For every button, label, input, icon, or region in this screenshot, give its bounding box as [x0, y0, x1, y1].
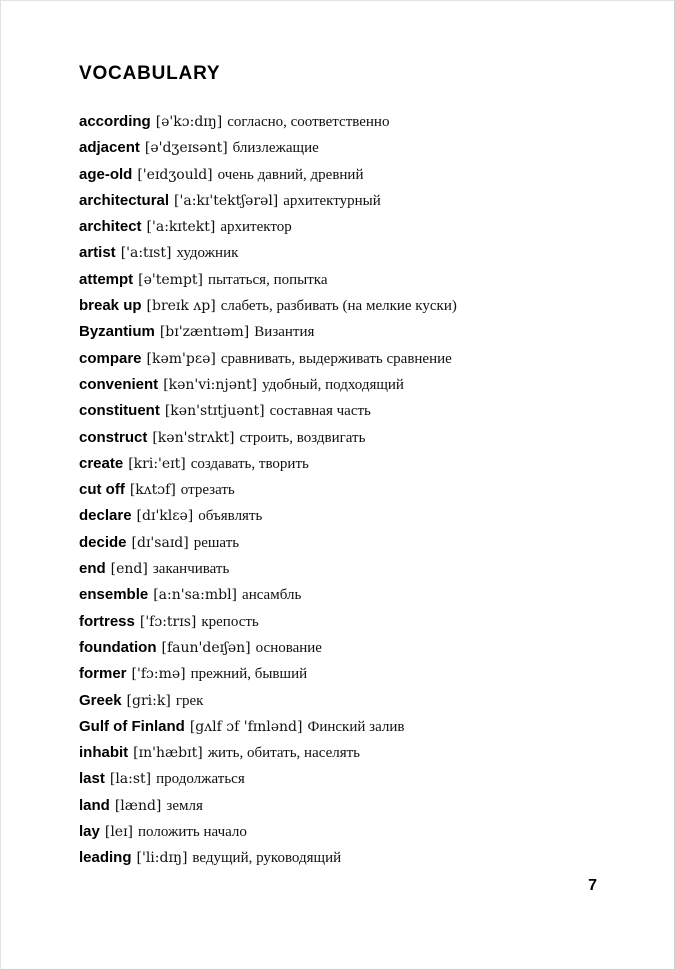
vocabulary-entry [79, 319, 597, 345]
entry-word: constituent [79, 402, 160, 420]
entry-translation: сравнивать, выдерживать сравнение [220, 350, 452, 367]
entry-word: according [79, 113, 151, 130]
entry-word: Gulf of Finland [79, 717, 185, 735]
entry-transcription: ['a:kɪtekt] [146, 219, 216, 236]
entry-transcription: [kri:'eɪt] [128, 455, 186, 472]
entry-word: last [79, 770, 105, 788]
entry-word: land [79, 796, 110, 814]
entry-word: adjacent [79, 139, 140, 157]
entry-translation: ансамбль [242, 587, 302, 604]
entry-word: construct [79, 428, 148, 446]
entry-word: inhabit [79, 744, 129, 762]
entry-word: leading [79, 849, 132, 867]
entry-translation: отрезать [180, 482, 235, 499]
entry-translation: художник [176, 245, 239, 262]
entry-word: former [79, 665, 127, 683]
vocabulary-entry [79, 819, 597, 845]
vocabulary-entry [79, 793, 597, 819]
vocabulary-entry [79, 346, 597, 372]
entry-transcription: [kʌtɔf] [129, 482, 176, 499]
entry-translation: близлежащие [232, 140, 319, 157]
entry-transcription: [dɪ'klɛə] [136, 508, 194, 525]
entry-translation: удобный, подходящий [262, 376, 404, 393]
entry-transcription: [kən'strʌkt] [152, 429, 235, 446]
entry-word: lay [79, 823, 100, 841]
entry-transcription: [breɪk ʌp] [146, 298, 216, 315]
vocabulary-entry [79, 293, 597, 319]
entry-transcription: [a:n'sa:mbl] [153, 587, 238, 604]
entry-word: Greek [79, 691, 122, 709]
vocabulary-entry [79, 556, 597, 582]
vocabulary-entry [79, 845, 597, 871]
entry-translation: объявлять [198, 508, 263, 525]
entry-translation: составная часть [269, 403, 371, 420]
entry-word: end [79, 560, 106, 578]
vocabulary-entry [79, 109, 597, 135]
vocabulary-entry [79, 372, 597, 398]
entry-word: architectural [79, 191, 170, 209]
vocabulary-entry [79, 267, 597, 293]
entry-transcription: ['li:dɪŋ] [136, 850, 188, 867]
entry-translation: архитектор [220, 219, 292, 236]
entry-translation: положить начало [138, 824, 247, 841]
entry-word: fortress [79, 612, 135, 630]
entry-word: declare [79, 507, 132, 525]
entry-word: Byzantium [79, 323, 155, 341]
entry-translation: жить, обитать, населять [207, 745, 361, 762]
entry-transcription: [leɪ] [104, 824, 134, 841]
entry-word: convenient [79, 375, 159, 393]
vocabulary-entry [79, 714, 597, 740]
entry-transcription: [dɪ'saɪd] [131, 534, 189, 551]
entry-word: architect [79, 218, 142, 236]
entry-word: break up [79, 297, 142, 315]
entry-translation: грек [175, 692, 204, 709]
vocabulary-entry [79, 240, 597, 266]
entry-transcription: [ə'dʒeɪsənt] [144, 140, 228, 157]
entry-translation: строить, воздвигать [239, 429, 366, 446]
entry-transcription: ['a:kɪ'tektʃərəl] [174, 192, 279, 209]
entry-word: compare [79, 349, 142, 367]
entry-translation: создавать, творить [190, 455, 309, 472]
entry-word: cut off [79, 481, 125, 499]
entry-transcription: [ə'tempt] [138, 271, 204, 288]
entry-transcription: [kəm'pɛə] [146, 350, 216, 367]
entry-translation: крепость [201, 613, 259, 630]
vocabulary-entry [79, 740, 597, 766]
entry-transcription: ['fɔ:mə] [131, 666, 186, 683]
vocabulary-entry [79, 162, 597, 188]
entry-transcription: [ɪn'hæbɪt] [133, 745, 203, 762]
vocabulary-entry [79, 609, 597, 635]
vocabulary-entry [79, 582, 597, 608]
entry-word: create [79, 454, 124, 472]
entry-translation: основание [255, 639, 322, 656]
vocabulary-entry [79, 214, 597, 240]
entry-word: attempt [79, 270, 134, 288]
vocabulary-entry [79, 188, 597, 214]
entry-translation: прежний, бывший [190, 666, 308, 683]
entry-transcription: [end] [110, 561, 148, 578]
entry-transcription: [bɪ'zæntɪəm] [159, 324, 250, 341]
entry-translation: архитектурный [283, 192, 381, 209]
vocabulary-entry [79, 635, 597, 661]
vocabulary-entry [79, 135, 597, 161]
entry-translation: очень давний, древний [217, 166, 364, 183]
entry-transcription: [gri:k] [126, 692, 171, 709]
vocabulary-entry [79, 688, 597, 714]
vocabulary-entry [79, 425, 597, 451]
entry-transcription: [ə'kɔ:dɪŋ] [155, 114, 223, 130]
entry-word: decide [79, 533, 127, 551]
entry-transcription: [kən'vi:njənt] [163, 376, 258, 393]
vocabulary-entry [79, 661, 597, 687]
page-number: 7 [588, 877, 597, 894]
entry-translation: пытаться, попытка [208, 271, 328, 288]
page-title: VOCABULARY [79, 63, 221, 84]
entry-transcription: ['eɪdʒould] [137, 166, 213, 183]
entry-word: age-old [79, 165, 133, 183]
vocabulary-entry [79, 766, 597, 792]
vocabulary-list [79, 109, 597, 872]
entry-translation: заканчивать [152, 561, 230, 578]
entry-word: artist [79, 244, 116, 262]
vocabulary-entry [79, 477, 597, 503]
entry-transcription: ['a:tɪst] [120, 245, 172, 262]
vocabulary-entry [79, 398, 597, 424]
vocabulary-entry [79, 503, 597, 529]
entry-translation: решать [193, 534, 240, 551]
entry-transcription: [la:st] [109, 771, 152, 788]
entry-translation: слабеть, разбивать (на мелкие куски) [220, 298, 457, 315]
entry-translation: Финский залив [307, 718, 405, 735]
entry-translation: продолжаться [156, 771, 245, 788]
vocabulary-entry [79, 530, 597, 556]
entry-word: ensemble [79, 586, 149, 604]
entry-translation: Византия [254, 324, 315, 341]
entry-transcription: [faun'deɪʃən] [161, 639, 251, 656]
entry-word: foundation [79, 638, 157, 656]
entry-transcription: ['fɔ:trɪs] [139, 613, 197, 630]
vocabulary-entry [79, 451, 597, 477]
entry-translation: ведущий, руководящий [192, 850, 342, 867]
entry-translation: земля [166, 797, 203, 814]
entry-transcription: [gʌlf ɔf 'fɪnlənd] [189, 718, 303, 735]
entry-transcription: [kən'stɪtjuənt] [164, 403, 265, 420]
entry-translation: согласно, соответственно [227, 114, 390, 130]
entry-transcription: [lænd] [114, 797, 162, 814]
